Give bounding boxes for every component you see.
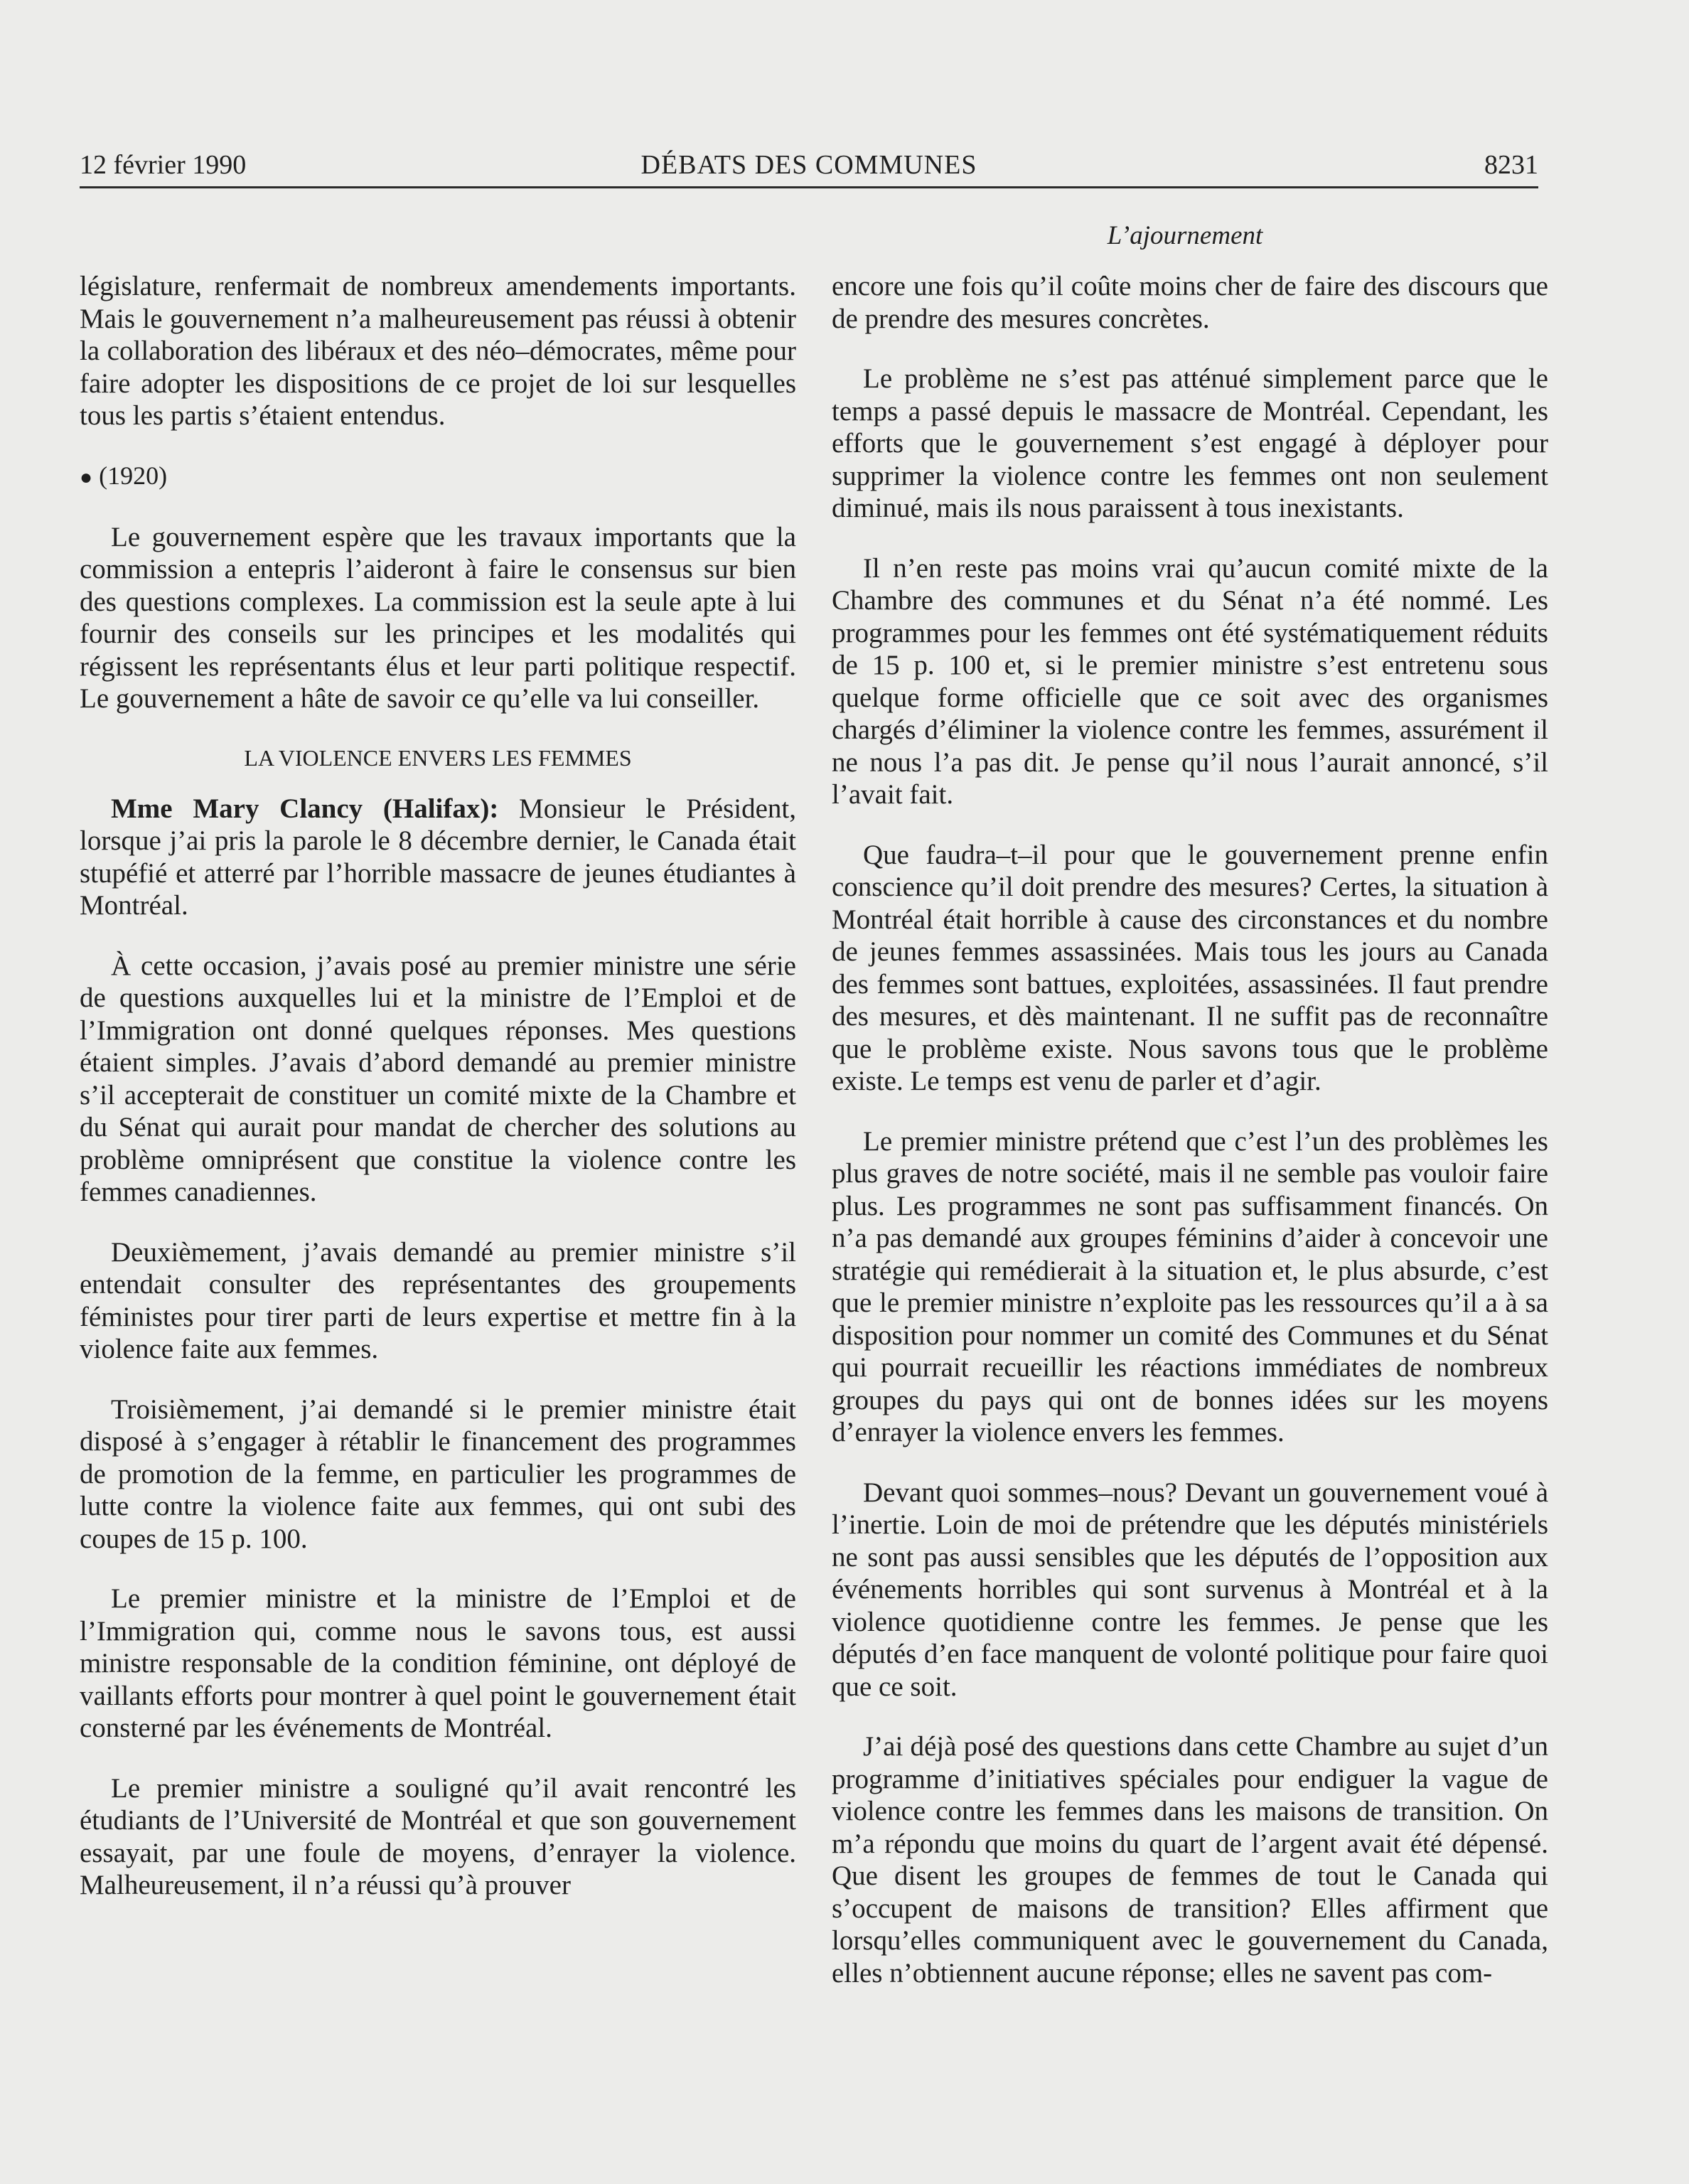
page-header xyxy=(80,144,1538,186)
left-paragraph-2: Le gouvernement espère que les travaux importants que la commission a entepris l’aideront à faire le consensus sur bien des questions complexes. La commission est la seule apte à lui fournir des conseils sur les principes et les modalités qui régissent les représentants élus et leur parti politique respectif. Le gouvernement a hâte de savoir ce qu’elle va lui conseiller. xyxy=(80,521,796,714)
right-paragraph-2: Le problème ne s’est pas atténué simplement parce que le temps a passé depuis le massacre de Montréal. Cependant, les efforts que le gouvernement s’est engagé à déployer pour supprimer la violence contre les femmes ont non seulement diminué, mais ils nous paraissent à tous inexistants. xyxy=(832,363,1548,523)
speaker-name: Mme Mary Clancy (Halifax): xyxy=(111,793,499,824)
left-paragraph-1: législature, renfermait de nombreux amendements importants. Mais le gouvernement n’a malheureusement pas réussi à obtenir la collaboration des libéraux et des néo–démocrates, même pour faire adopter les dispositions de ce projet de loi sur lesquelles tous les partis s’étaient entendus. xyxy=(80,271,796,431)
left-paragraph-3 xyxy=(80,793,796,922)
section-label: L’ajournement xyxy=(1107,221,1263,250)
time-marker xyxy=(80,460,796,493)
header-rule xyxy=(80,186,1538,188)
right-paragraph-3: Il n’en reste pas moins vrai qu’aucun comité mixte de la Chambre des communes et du Sénat n’a été nommé. Les programmes pour les femmes ont été systématiquement réduits de 15 p. 100 et, si le premier ministre s’est entretenu sous quelque forme officielle que ce soit avec des organismes chargés d’éliminer la violence contre les femmes, assurément il ne nous l’a pas dit. Je pense qu’il nous l’aurait annoncé, s’il l’avait fait. xyxy=(832,552,1548,810)
right-paragraph-6: Devant quoi sommes–nous? Devant un gouvernement voué à l’inertie. Loin de moi de prétendre que les députés ministériels ne sont pas aussi sensibles que les députés de l’opposition aux événements horribles qui sont survenus à Montréal et à la violence quotidienne contre les femmes. Je pense que les députés d’en face manquent de volonté politique pour faire quoi que ce soit. xyxy=(832,1477,1548,1702)
right-paragraph-1: encore une fois qu’il coûte moins cher de faire des discours que de prendre des mesures concrètes. xyxy=(832,271,1548,334)
header-title: DÉBATS DES COMMUNES xyxy=(640,150,977,180)
left-column xyxy=(80,270,796,1929)
left-paragraph-8: Le premier ministre a souligné qu’il avait rencontré les étudiants de l’Université de Montréal et que son gouvernement essayait, par une foule de moyens, d’enrayer la violence. Malheureusement, il n’a réussi qu’à prouver xyxy=(80,1772,796,1900)
left-paragraph-3-text: Monsieur le Président, lorsque j’ai pris la parole le 8 décembre dernier, le Canada était stupéfié et atterré par l’horrible massacre de jeunes étudiantes à Montréal. xyxy=(80,793,797,921)
bullet-icon: ● xyxy=(80,465,93,489)
left-paragraph-7: Le premier ministre et la ministre de l’Emploi et de l’Immigration qui, comme nous le savons tous, est aussi ministre responsable de la condition féminine, ont déployé de vaillants efforts pour montrer à quel point le gouvernement était consterné par les événements de Montréal. xyxy=(80,1583,796,1743)
section-subheading: LA VIOLENCE ENVERS LES FEMMES xyxy=(244,744,632,771)
left-paragraph-5: Deuxièmement, j’avais demandé au premier ministre s’il entendait consulter des représentantes des groupements féministes pour tirer parti de leurs expertise et mettre fin à la violence faite aux femmes. xyxy=(80,1236,796,1364)
right-paragraph-7: J’ai déjà posé des questions dans cette Chambre au sujet d’un programme d’initiatives spéciales pour endiguer la vague de violence contre les femmes dans les maisons de transition. On m’a répondu que moins du quart de l’argent avait été dépensé. Que disent les groupes de femmes de tout le Canada qui s’occupent de maisons de transition? Elles affirment que lorsqu’elles communiquent avec le gouvernement du Canada, elles n’obtiennent aucune réponse; elles ne savent pas com- xyxy=(832,1731,1548,1988)
header-date: 12 février 1990 xyxy=(80,150,247,180)
time-marker-text: (1920) xyxy=(99,461,168,490)
header-page-number: 8231 xyxy=(1484,150,1538,180)
right-column xyxy=(832,270,1548,2017)
left-paragraph-6: Troisièmement, j’ai demandé si le premier ministre était disposé à s’engager à rétablir le financement des programmes de promotion de la femme, en particulier les programmes de lutte contre la violence faite aux femmes, qui ont subi des coupes de 15 p. 100. xyxy=(80,1393,796,1554)
right-paragraph-5: Le premier ministre prétend que c’est l’un des problèmes les plus graves de notre société, mais il ne semble pas vouloir faire plus. Les programmes ne sont pas suffisamment financés. On n’a pas demandé aux groupes féminins d’aider à concevoir une stratégie qui remédierait à la situation et, le plus absurde, c’est que le premier ministre n’exploite pas les ressources qu’il a à sa disposition pour nommer un comité des Communes et du Sénat qui pourrait recueillir les réactions immédiates de nombreux groupes du pays qui ont de bonnes idées sur les moyens d’enrayer la violence envers les femmes. xyxy=(832,1125,1548,1447)
right-paragraph-4: Que faudra–t–il pour que le gouvernement prenne enfin conscience qu’il doit prendre des mesures? Certes, la situation à Montréal était horrible à cause des circonstances et du nombre de jeunes femmes assassinées. Mais tous les jours au Canada des femmes sont battues, exploitées, assassinées. Il faut prendre des mesures, et dès maintenant. Il ne suffit pas de reconnaître que le problème existe. Nous savons tous que le problème existe. Le temps est venu de parler et d’agir. xyxy=(832,839,1548,1096)
left-paragraph-4: À cette occasion, j’avais posé au premier ministre une série de questions auxquelles lui et la ministre de l’Emploi et de l’Immigration ont donné quelques réponses. Mes questions étaient simples. J’avais d’abord demandé au premier ministre s’il accepterait de constituer un comité mixte de la Chambre et du Sénat qui aurait pour mandat de chercher des solutions au problème omniprésent que constitue la violence contre les femmes canadiennes. xyxy=(80,950,796,1207)
